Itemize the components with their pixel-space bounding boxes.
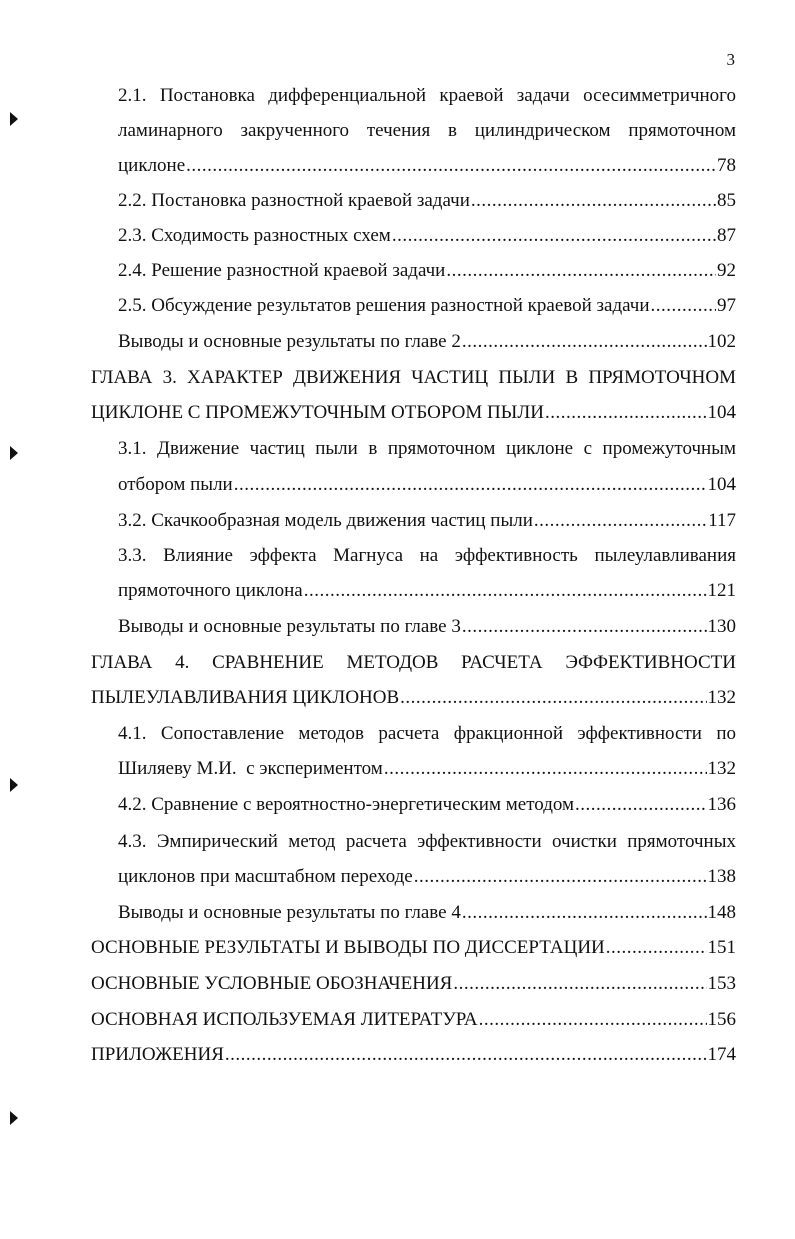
toc-entry-text: 2.5. Обсуждение результатов решения разностной краевой задачи xyxy=(118,295,650,316)
toc-chapter-3-line-1: ГЛАВА 3. ХАРАКТЕР ДВИЖЕНИЯ ЧАСТИЦ ПЫЛИ В ПРЯМОТОЧНОМ xyxy=(91,367,736,388)
toc-entry-3-1-line-2 xyxy=(118,469,736,501)
toc-entry-text: ОСНОВНЫЕ РЕЗУЛЬТАТЫ И ВЫВОДЫ ПО ДИССЕРТАЦИИ xyxy=(91,937,605,958)
toc-page-number: 132 xyxy=(707,758,736,779)
toc-page-number: 151 xyxy=(707,937,736,958)
toc-entry-chapter-3-summary xyxy=(118,611,736,643)
toc-entry-4-2 xyxy=(118,789,736,821)
toc-entry-2-1-line-3 xyxy=(118,150,736,182)
toc-entry-results xyxy=(91,932,736,964)
dot-leader xyxy=(479,1004,707,1036)
toc-page-number: 130 xyxy=(707,616,736,637)
toc-page-number: 97 xyxy=(717,295,736,316)
dot-leader xyxy=(471,185,716,217)
toc-entry-text: циклонов при масштабном переходе xyxy=(118,866,413,887)
toc-chapter-3-line-2 xyxy=(91,397,736,429)
toc-entry-text: 2.2. Постановка разностной краевой задачи xyxy=(118,190,470,211)
toc-page-number: 78 xyxy=(717,155,736,176)
toc-entry-text: Выводы и основные результаты по главе 2 xyxy=(118,331,461,352)
toc-entry-2-2 xyxy=(118,185,736,217)
toc-entry-text: ПЫЛЕУЛАВЛИВАНИЯ ЦИКЛОНОВ xyxy=(91,687,400,708)
toc-entry-chapter-4-summary xyxy=(118,897,736,929)
toc-entry-text: Выводы и основные результаты по главе 4 xyxy=(118,902,461,923)
toc-entry-2-1-line-2: ламинарного закрученного течения в цилиндрическом прямоточном xyxy=(118,120,736,141)
toc-page-number: 117 xyxy=(708,510,736,531)
toc-entry-3-1-line-1: 3.1. Движение частиц пыли в прямоточном циклоне с промежуточным xyxy=(118,438,736,459)
toc-entry-2-5 xyxy=(118,290,736,322)
dot-leader xyxy=(400,682,706,714)
toc-page-number: 104 xyxy=(707,474,736,495)
toc-page-number: 132 xyxy=(707,687,736,708)
dot-leader xyxy=(414,861,707,893)
toc-entry-text: Шиляеву М.И. с экспериментом xyxy=(118,758,383,779)
dot-leader xyxy=(384,753,707,785)
toc-page-number: 156 xyxy=(707,1009,736,1030)
toc-entry-4-3-line-1: 4.3. Эмпирический метод расчета эффективности очистки прямоточных xyxy=(118,831,736,852)
toc-entry-text: циклоне xyxy=(118,155,186,176)
dot-leader xyxy=(575,789,706,821)
toc-page-number: 153 xyxy=(707,973,736,994)
dot-leader xyxy=(304,575,707,607)
toc-entry-4-1-line-2 xyxy=(118,753,736,785)
binding-marker xyxy=(10,112,18,126)
toc-chapter-4-line-2 xyxy=(91,682,736,714)
toc-entry-3-3-line-2 xyxy=(118,575,736,607)
toc-entry-literature xyxy=(91,1004,736,1036)
toc-entry-text: 2.3. Сходимость разностных схем xyxy=(118,225,391,246)
toc-chapter-4-line-1: ГЛАВА 4. СРАВНЕНИЕ МЕТОДОВ РАСЧЕТА ЭФФЕКТИВНОСТИ xyxy=(91,652,736,673)
toc-entry-text: Выводы и основные результаты по главе 3 xyxy=(118,616,461,637)
toc-entry-text: 3.2. Скачкообразная модель движения частиц пыли xyxy=(118,510,533,531)
dot-leader xyxy=(545,397,707,429)
dot-leader xyxy=(225,1039,707,1071)
toc-entry-appendix xyxy=(91,1039,736,1071)
toc-page-number: 148 xyxy=(707,902,736,923)
dot-leader xyxy=(651,290,716,322)
toc-entry-chapter-2-summary xyxy=(118,326,736,358)
toc-entry-4-3-line-2 xyxy=(118,861,736,893)
toc-entry-symbols xyxy=(91,968,736,1000)
toc-page-number: 92 xyxy=(717,260,736,281)
binding-marker xyxy=(10,778,18,792)
toc-entry-text: ПРИЛОЖЕНИЯ xyxy=(91,1044,224,1065)
toc-entry-2-1-line-1: 2.1. Постановка дифференциальной краевой задачи осесимметричного xyxy=(118,85,736,106)
toc-page-number: 121 xyxy=(707,580,736,601)
toc-entry-text: отбором пыли xyxy=(118,474,233,495)
binding-marker xyxy=(10,446,18,460)
dot-leader xyxy=(234,469,707,501)
toc-entry-4-1-line-1: 4.1. Сопоставление методов расчета фракционной эффективности по xyxy=(118,723,736,744)
binding-marker xyxy=(10,1111,18,1125)
toc-page-number: 136 xyxy=(707,794,736,815)
toc-entry-3-3-line-1: 3.3. Влияние эффекта Магнуса на эффективность пылеулавливания xyxy=(118,545,736,566)
toc-page-number: 174 xyxy=(707,1044,736,1065)
dot-leader xyxy=(462,326,707,358)
dot-leader xyxy=(446,255,716,287)
dot-leader xyxy=(606,932,707,964)
toc-entry-2-4 xyxy=(118,255,736,287)
toc-entry-3-2 xyxy=(118,505,736,537)
toc-entry-text: 2.4. Решение разностной краевой задачи xyxy=(118,260,446,281)
toc-page-number: 85 xyxy=(717,190,736,211)
dot-leader xyxy=(453,968,706,1000)
toc-entry-text: прямоточного циклона xyxy=(118,580,303,601)
dot-leader xyxy=(186,150,716,182)
toc-page-number: 104 xyxy=(707,402,736,423)
toc-entry-text: ОСНОВНЫЕ УСЛОВНЫЕ ОБОЗНАЧЕНИЯ xyxy=(91,973,453,994)
dot-leader xyxy=(534,505,707,537)
toc-entry-text: ОСНОВНАЯ ИСПОЛЬЗУЕМАЯ ЛИТЕРАТУРА xyxy=(91,1009,478,1030)
toc-entry-2-3 xyxy=(118,220,736,252)
page-number: 3 xyxy=(726,50,735,69)
dot-leader xyxy=(462,897,707,929)
toc-page-number: 138 xyxy=(707,866,736,887)
toc-entry-text: ЦИКЛОНЕ С ПРОМЕЖУТОЧНЫМ ОТБОРОМ ПЫЛИ xyxy=(91,402,544,423)
toc-page-number: 87 xyxy=(717,225,736,246)
toc-page-number: 102 xyxy=(707,331,736,352)
dot-leader xyxy=(462,611,707,643)
dot-leader xyxy=(392,220,716,252)
toc-entry-text: 4.2. Сравнение с вероятностно-энергетическим методом xyxy=(118,794,575,815)
